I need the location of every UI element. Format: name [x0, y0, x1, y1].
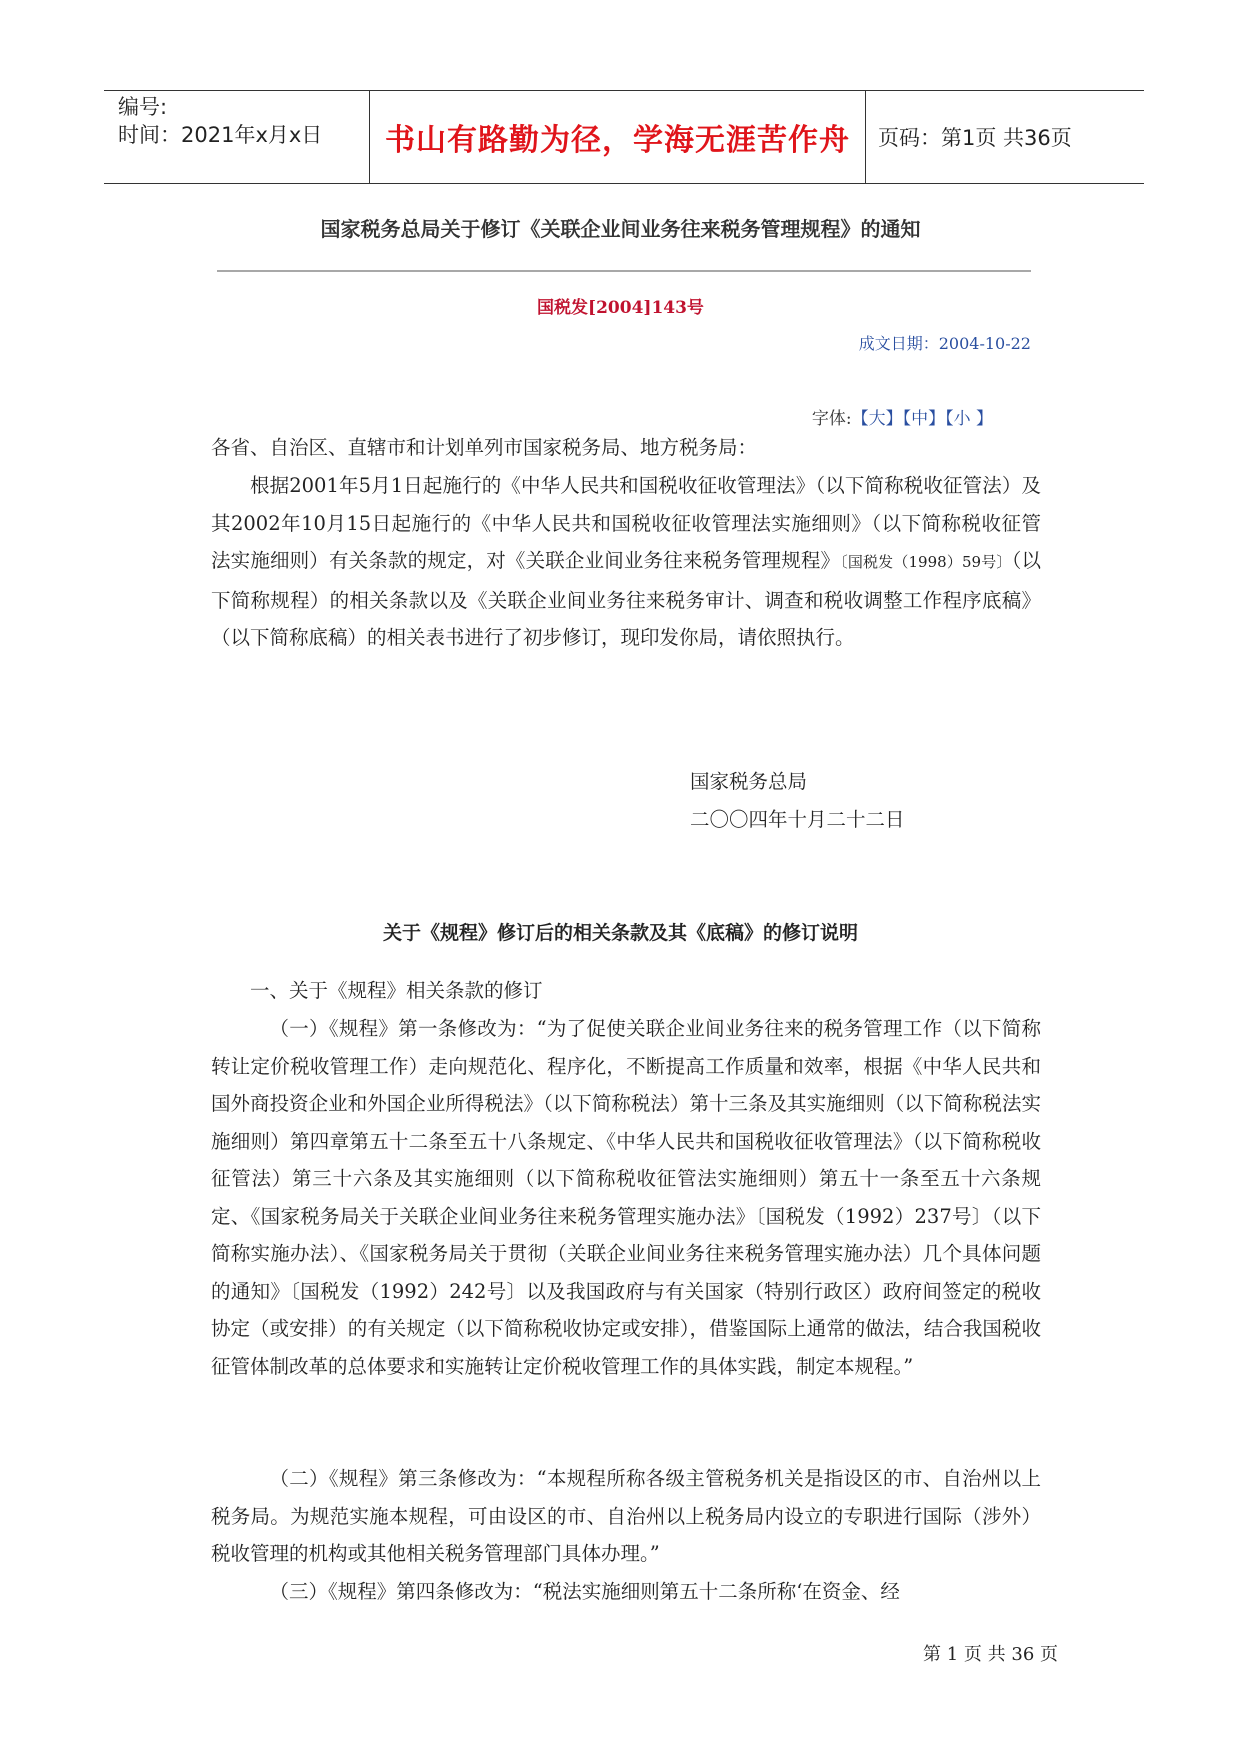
- page-footer: 第 1 页 共 36 页: [923, 1644, 1058, 1665]
- font-size-label: 字体:: [811, 409, 852, 429]
- item-2: （二）《规程》第三条修改为：“本规程所称各级主管税务机关是指设区的市、自治州以上税务局。为规范实施本规程，可由设区的市、自治州以上税务局内设立的专职进行国际（涉外）税收管理的机构或其他相关税务管理部门具体办理。”: [211, 1467, 1041, 1565]
- salutation: 各省、自治区、直辖市和计划单列市国家税务局、地方税务局：: [211, 436, 758, 459]
- document-header: [104, 90, 1144, 184]
- issue-date: 成文日期：2004-10-22: [858, 334, 1031, 353]
- item-1: （一）《规程》第一条修改为：“为了促使关联企业间业务往来的税务管理工作（以下简称转让定价税收管理工作）走向规范化、程序化，不断提高工作质量和效率，根据《中华人民共和国外商投资企业和外国企业所得税法》（以下简称税法）第十三条及其实施细则（以下简称税法实施细则）第四章第五十二条至五十八条规定、《中华人民共和国税收征收管理法》（以下简称税收征管法）第三十六条及其实施细则（以下简称税收征管法实施细则）第五十一条至五十六条规定、《国家税务局关于关联企业间业务往来税务管理实施办法》〔国税发（1992）237号〕（以下简称实施办法）、《国家税务局关于贯彻（关联企业间业务往来税务管理实施办法）几个具体问题的通知》〔国税发（1992）242号〕以及我国政府与有关国家（特别行政区）政府间签定的税收协定（或安排）的有关规定（以下简称税收协定或安排），借鉴国际上通常的做法，结合我国税收征管体制改革的总体要求和实施转让定价税收管理工作的具体实践，制定本规程。”: [211, 1017, 1041, 1378]
- title-divider: [217, 270, 1031, 272]
- font-small-link[interactable]: 【小 】: [945, 409, 993, 429]
- document-number: 国税发[2004]143号: [537, 298, 704, 318]
- body-paragraph-1: [211, 467, 1041, 657]
- signature-org: 国家税务总局: [690, 770, 808, 793]
- header-motto: 书山有路勤为径，学海无涯苦作舟: [369, 91, 866, 183]
- number-label: 编号:: [118, 95, 168, 119]
- body-paragraph-1-part-a: 根据2001年5月1日起施行的《中华人民共和国税收征收管理法》（以下简称税收征管法）及其2002年10月15日起施行的《中华人民共和国税收征收管理法实施细则》（以下简称税收征管法实施细则）有关条款的规定，对《关联企业间业务往来税务管理规程》: [211, 474, 1041, 572]
- signature-date: 二〇〇四年十月二十二日: [690, 808, 905, 831]
- font-size-selector: [812, 404, 993, 429]
- font-medium-link[interactable]: 【中】: [902, 409, 946, 429]
- font-large-link[interactable]: 【大】: [851, 409, 903, 429]
- section-subtitle: 关于《规程》修订后的相关条款及其《底稿》的修订说明: [382, 922, 858, 944]
- header-page-label: 页码：第1页 共36页: [878, 126, 1072, 150]
- section-heading-1: 一、关于《规程》相关条款的修订: [250, 979, 543, 1002]
- body-paragraph-1-ref: 〔国税发（1998）59号〕: [840, 553, 1012, 571]
- time-label: 时间：2021年x月x日: [118, 123, 323, 147]
- item-3: （三）《规程》第四条修改为：“税法实施细则第五十二条所称‘在资金、经: [269, 1580, 900, 1603]
- header-meta: [104, 91, 369, 183]
- document-title: 国家税务总局关于修订《关联企业间业务往来税务管理规程》的通知: [320, 217, 921, 241]
- body-paragraph-1-part-b: （以下简称规程）的相关条款以及《关联企业间业务往来税务审计、调查和税收调整工作程序底稿》（以下简称底稿）的相关表书进行了初步修订，现印发你局，请依照执行。: [211, 549, 1041, 649]
